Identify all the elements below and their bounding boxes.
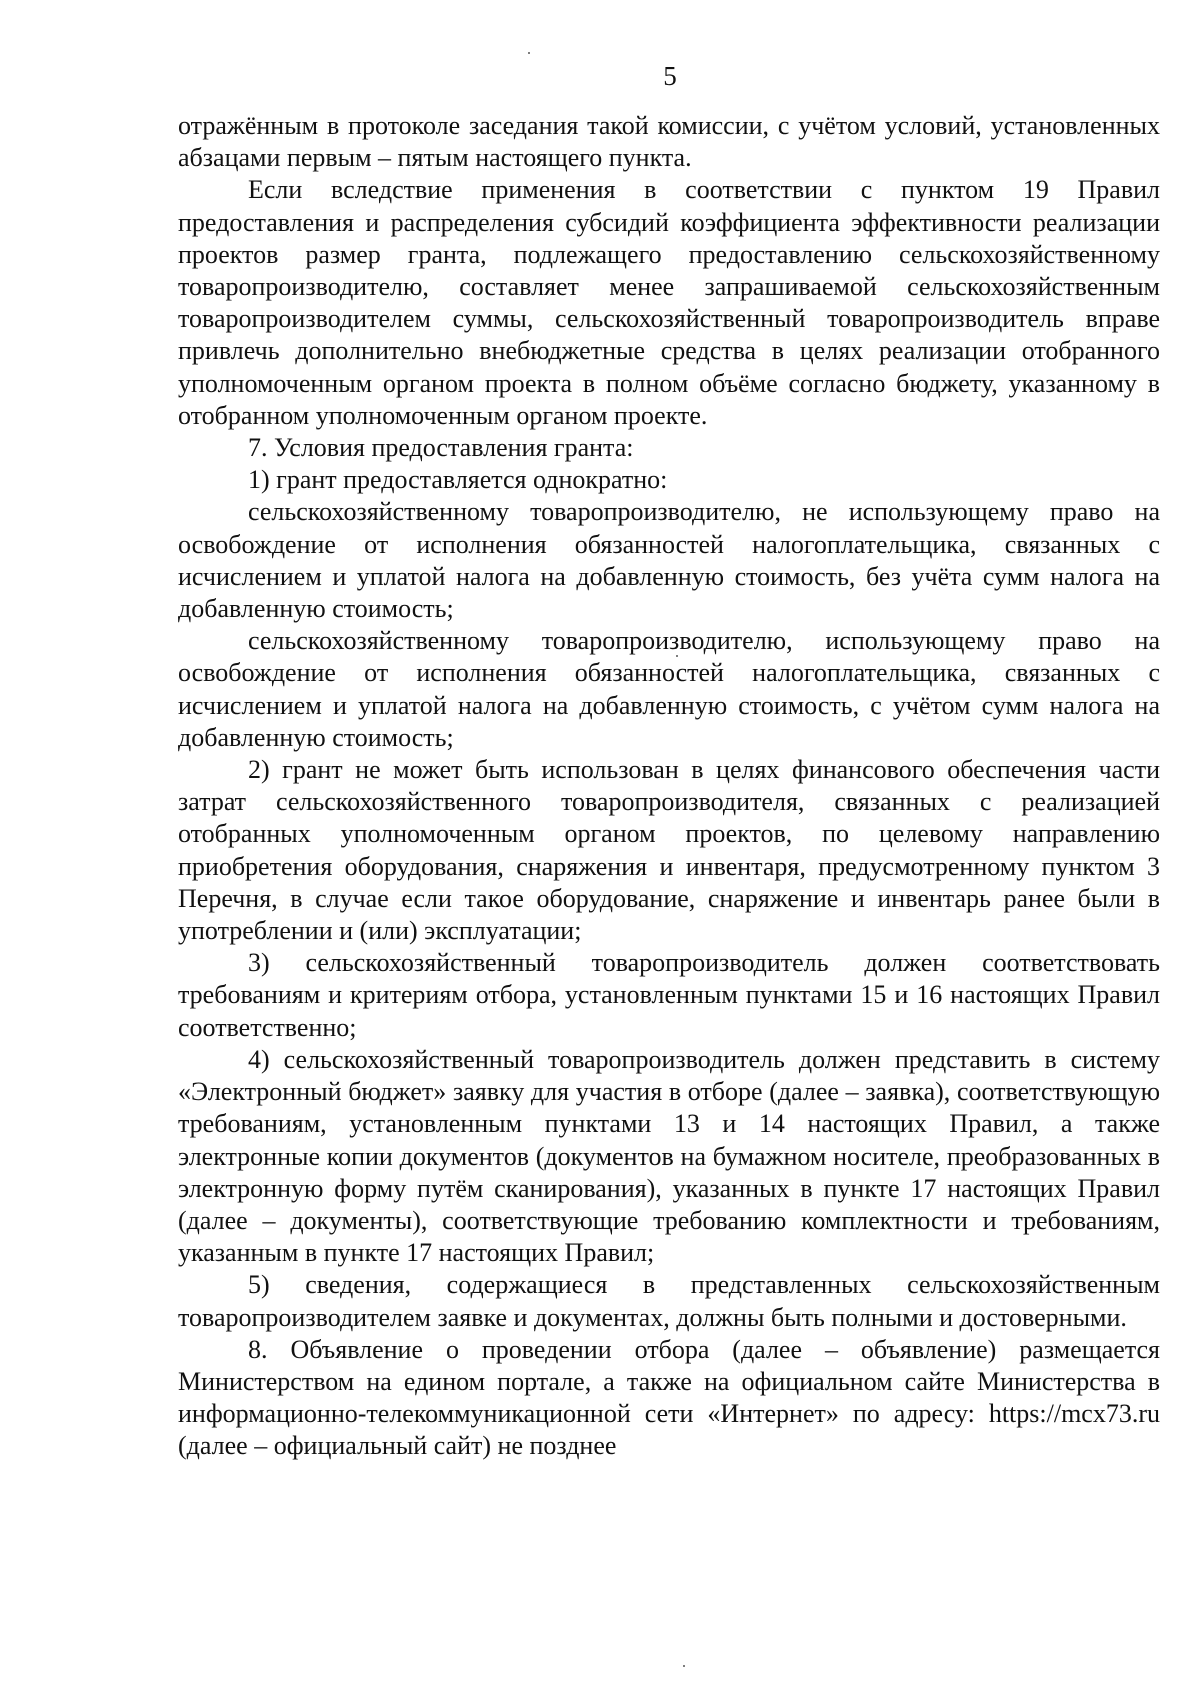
paragraph-item-4: 4) сельскохозяйственный товаропроизводитель должен представить в систему «Электронный бюджет» заявку для участия в отборе (далее – заявка), соответствующую требованиям, установленным пунктами 13 и 14 настоящих Правил, а также электронные копии документов (документов на бумажном носителе, преобразованных в электронную форму путём сканирования), указанных в пункте 17 настоящих Правил (далее – документы), соответствующие требованию комплектности и требованиям, указанным в пункте 17 настоящих Правил; — [178, 1044, 1160, 1268]
document-body — [178, 110, 1160, 1463]
scan-speck — [676, 655, 678, 657]
paragraph-item-2: 2) грант не может быть использован в целях финансового обеспечения части затрат сельскохозяйственного товаропроизводителя, связанных с реализацией отобранных уполномоченным органом проектов, по целевому направлению приобретения оборудования, снаряжения и инвентаря, предусмотренному пунктом 3 Перечня, в случае если такое оборудование, снаряжение и инвентарь ранее были в употреблении и (или) эксплуатации; — [178, 755, 1160, 946]
paragraph-section-7-heading: 7. Условия предоставления гранта: — [248, 433, 634, 463]
paragraph-item-3: 3) сельскохозяйственный товаропроизводитель должен соответствовать требованиям и критериям отбора, установленным пунктами 15 и 16 настоящих Правил соответственно; — [178, 948, 1160, 1042]
scan-speck — [528, 52, 530, 54]
paragraph-item-1: 1) грант предоставляется однократно: — [248, 465, 668, 495]
paragraph-grant-reduction: Если вследствие применения в соответствии с пунктом 19 Правил предоставления и распределения субсидий коэффициента эффективности реализации проектов размер гранта, подлежащего предоставлению сельскохозяйственному товаропроизводителю, составляет менее запрашиваемой сельскохозяйственным товаропроизводителем суммы, сельскохозяйственный товаропроизводитель вправе привлечь дополнительно внебюджетные средства в целях реализации отобранного уполномоченным органом проекта в полном объёме согласно бюджету, указанному в отобранном уполномоченным органом проекте. — [178, 175, 1160, 430]
paragraph-item-1-vat-right: сельскохозяйственному товаропроизводителю, использующему право на освобождение от исполнения обязанностей налогоплательщика, связанных с исчислением и уплатой налога на добавленную стоимость, с учётом сумм налога на добавленную стоимость; — [178, 626, 1160, 752]
paragraph-continuation: отражённым в протоколе заседания такой комиссии, с учётом условий, установленных абзацами первым – пятым настоящего пункта. — [178, 111, 1160, 173]
paragraph-item-5: 5) сведения, содержащиеся в представленных сельскохозяйственным товаропроизводителем заявке и документах, должны быть полными и достоверными. — [178, 1270, 1160, 1332]
scan-speck — [683, 1665, 685, 1667]
paragraph-section-8: 8. Объявление о проведении отбора (далее – объявление) размещается Министерством на едином портале, а также на официальном сайте Министерства в информационно-телекоммуникационной сети «Интернет» по адресу: https://mcx73.ru (далее – официальный сайт) не позднее — [178, 1334, 1160, 1461]
paragraph-item-1-no-vat-right: сельскохозяйственному товаропроизводителю, не использующему право на освобождение от исполнения обязанностей налогоплательщика, связанных с исчислением и уплатой налога на добавленную стоимость, без учёта сумм налога на добавленную стоимость; — [178, 497, 1160, 624]
page-number: 5 — [663, 61, 677, 91]
